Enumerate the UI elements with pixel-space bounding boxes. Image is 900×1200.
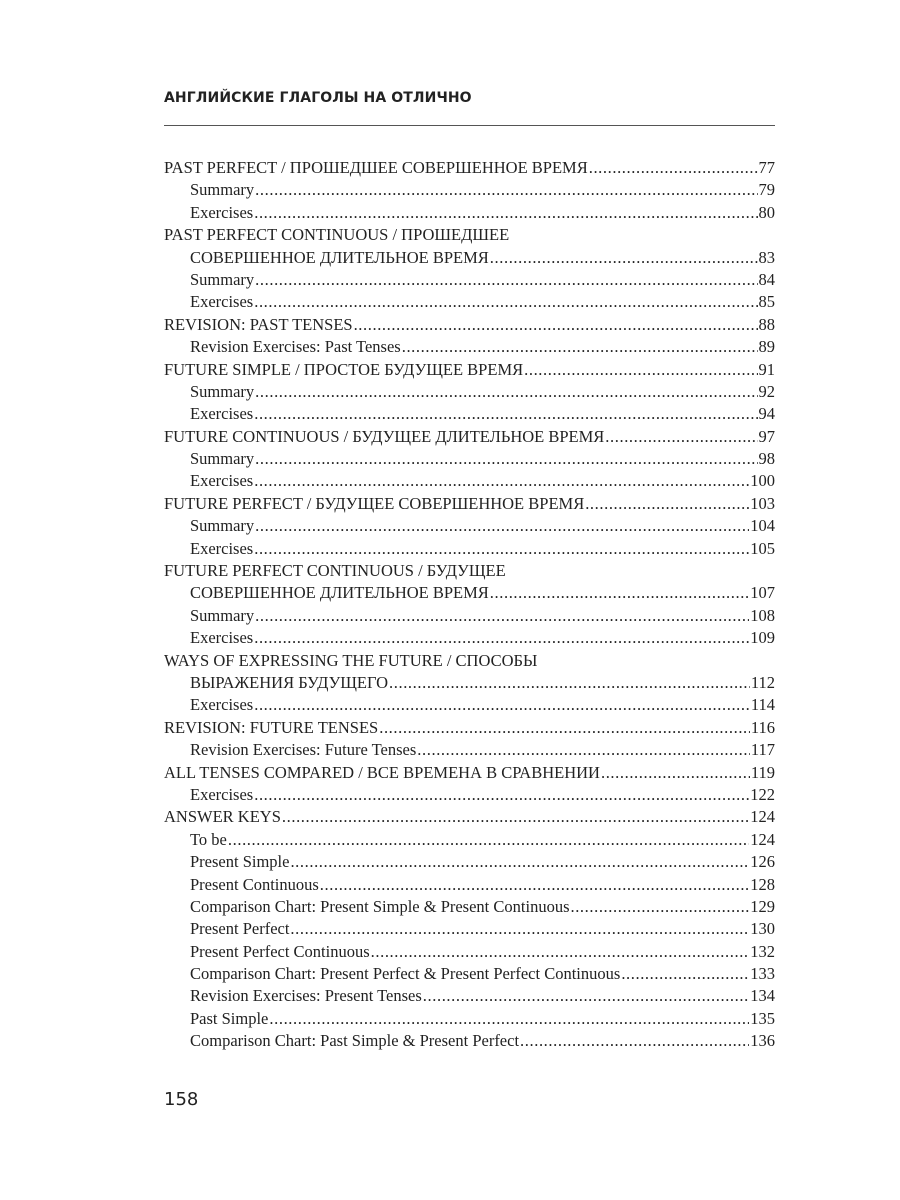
toc-page-number: 98 bbox=[758, 449, 775, 469]
toc-entry bbox=[164, 1030, 775, 1052]
toc-page-number: 112 bbox=[750, 672, 775, 692]
dot-leader bbox=[254, 291, 757, 313]
toc-entry bbox=[164, 582, 775, 604]
toc-entry bbox=[164, 470, 775, 492]
dot-leader bbox=[490, 247, 758, 269]
page-number: 158 bbox=[164, 1089, 199, 1110]
toc-entry bbox=[164, 784, 775, 806]
dot-leader bbox=[254, 470, 749, 492]
toc-entry-title: FUTURE CONTINUOUS / БУДУЩЕЕ ДЛИТЕЛЬНОЕ ВРЕМЯ bbox=[164, 426, 605, 446]
toc-page-number: 107 bbox=[750, 583, 775, 603]
toc-entry-title: Past Simple bbox=[190, 1008, 269, 1028]
toc-page-number: 122 bbox=[750, 784, 775, 804]
toc-entry-title: PAST PERFECT / ПРОШЕДШЕЕ СОВЕРШЕННОЕ ВРЕМЯ bbox=[164, 158, 588, 177]
toc-page-number: 105 bbox=[750, 538, 775, 558]
dot-leader bbox=[255, 381, 757, 403]
dot-leader bbox=[282, 806, 749, 828]
dot-leader bbox=[254, 627, 749, 649]
dot-leader bbox=[320, 874, 749, 896]
toc-entry bbox=[164, 448, 775, 470]
toc-entry-title: Summary bbox=[190, 605, 255, 625]
toc-page-number: 104 bbox=[750, 516, 775, 536]
toc-entry bbox=[164, 426, 775, 448]
toc-page-number: 117 bbox=[750, 740, 775, 760]
toc-entry-title: Exercises bbox=[190, 404, 254, 424]
toc-page-number: 100 bbox=[750, 471, 775, 491]
toc-entry bbox=[164, 157, 775, 179]
toc-entry-title: REVISION: FUTURE TENSES bbox=[164, 717, 379, 737]
dot-leader bbox=[255, 448, 757, 470]
dot-leader bbox=[371, 941, 750, 963]
toc-page-number: 124 bbox=[750, 807, 775, 827]
toc-entry bbox=[164, 291, 775, 313]
toc-page-number: 80 bbox=[758, 202, 775, 222]
toc-entry bbox=[164, 247, 775, 269]
dot-leader bbox=[621, 963, 749, 985]
toc-entry-title: Exercises bbox=[190, 292, 254, 312]
dot-leader bbox=[601, 762, 750, 784]
toc-entry bbox=[164, 963, 775, 985]
toc-page-number: 83 bbox=[758, 247, 775, 267]
toc-entry-title: Summary bbox=[190, 269, 255, 289]
toc-page-number: 91 bbox=[758, 359, 775, 379]
dot-leader bbox=[490, 582, 749, 604]
header-rule bbox=[164, 125, 775, 126]
toc-page-number: 126 bbox=[750, 852, 775, 872]
dot-leader bbox=[254, 538, 749, 560]
toc-entry-title: FUTURE SIMPLE / ПРОСТОЕ БУДУЩЕЕ ВРЕМЯ bbox=[164, 359, 524, 379]
toc-entry bbox=[164, 493, 775, 515]
toc-page-number: 136 bbox=[750, 1031, 775, 1051]
toc-entry-title: FUTURE PERFECT CONTINUOUS / БУДУЩЕЕ bbox=[164, 561, 506, 581]
toc-entry-title: Revision Exercises: Present Tenses bbox=[190, 986, 422, 1006]
toc-entry bbox=[164, 739, 775, 761]
toc-entry-title: Exercises bbox=[190, 628, 254, 648]
toc-entry bbox=[164, 918, 775, 940]
toc-entry bbox=[164, 224, 775, 246]
toc-entry-title: Summary bbox=[190, 516, 255, 536]
toc-entry bbox=[164, 851, 775, 873]
toc-entry-title: PAST PERFECT CONTINUOUS / ПРОШЕДШЕЕ bbox=[164, 225, 510, 245]
toc-entry bbox=[164, 985, 775, 1007]
dot-leader bbox=[254, 202, 757, 224]
toc-page-number: 85 bbox=[758, 292, 775, 312]
dot-leader bbox=[402, 336, 758, 358]
toc-entry bbox=[164, 515, 775, 537]
toc-entry bbox=[164, 650, 775, 672]
toc-entry bbox=[164, 359, 775, 381]
toc-entry bbox=[164, 179, 775, 201]
dot-leader bbox=[290, 851, 749, 873]
toc-entry bbox=[164, 672, 775, 694]
toc-entry-title: Exercises bbox=[190, 695, 254, 715]
toc-page-number: 130 bbox=[750, 919, 775, 939]
toc-entry-title: Present Continuous bbox=[190, 874, 319, 894]
toc-entry bbox=[164, 694, 775, 716]
dot-leader bbox=[255, 269, 757, 291]
toc-page-number: 88 bbox=[758, 314, 775, 334]
toc-entry-title: Revision Exercises: Future Tenses bbox=[190, 740, 417, 760]
toc-entry-title: Exercises bbox=[190, 471, 254, 491]
toc-entry bbox=[164, 941, 775, 963]
dot-leader bbox=[255, 605, 749, 627]
dot-leader bbox=[379, 717, 750, 739]
toc-page-number: 94 bbox=[758, 404, 775, 424]
toc-entry-title: REVISION: PAST TENSES bbox=[164, 314, 353, 334]
toc-page-number: 109 bbox=[750, 628, 775, 648]
toc-entry bbox=[164, 314, 775, 336]
toc-entry-title: Exercises bbox=[190, 538, 254, 558]
toc-page-number: 116 bbox=[750, 717, 775, 737]
dot-leader bbox=[589, 157, 758, 179]
dot-leader bbox=[585, 493, 749, 515]
toc-page-number: 135 bbox=[750, 1008, 775, 1028]
toc-entry bbox=[164, 1008, 775, 1030]
toc-page-number: 124 bbox=[750, 829, 775, 849]
toc-entry-title: Summary bbox=[190, 449, 255, 469]
toc-page-number: 97 bbox=[758, 426, 775, 446]
dot-leader bbox=[389, 672, 750, 694]
toc-entry-title: Comparison Chart: Present Perfect & Present Perfect Continuous bbox=[190, 964, 621, 984]
toc-entry bbox=[164, 806, 775, 828]
dot-leader bbox=[254, 694, 750, 716]
toc-entry bbox=[164, 403, 775, 425]
toc-entry bbox=[164, 381, 775, 403]
dot-leader bbox=[417, 739, 750, 761]
toc-page-number: 133 bbox=[750, 964, 775, 984]
toc-entry-title: СОВЕРШЕННОЕ ДЛИТЕЛЬНОЕ ВРЕМЯ bbox=[190, 583, 489, 603]
dot-leader bbox=[423, 985, 749, 1007]
toc-entry-title: Present Perfect Continuous bbox=[190, 941, 370, 961]
dot-leader bbox=[254, 403, 757, 425]
toc-entry-title: Comparison Chart: Present Simple & Present Continuous bbox=[190, 896, 570, 916]
toc-page-number: 89 bbox=[758, 337, 775, 357]
toc-entry-title: СОВЕРШЕННОЕ ДЛИТЕЛЬНОЕ ВРЕМЯ bbox=[190, 247, 489, 267]
toc-entry-title: To be bbox=[190, 829, 227, 849]
toc-entry-title: Present Simple bbox=[190, 852, 290, 872]
toc-entry-title: Summary bbox=[190, 381, 255, 401]
toc-entry-title: ALL TENSES COMPARED / ВСЕ ВРЕМЕНА В СРАВНЕНИИ bbox=[164, 762, 600, 782]
toc-page-number: 79 bbox=[758, 180, 775, 200]
toc-entry bbox=[164, 336, 775, 358]
dot-leader bbox=[254, 784, 749, 806]
toc-entry-title: WAYS OF EXPRESSING THE FUTURE / СПОСОБЫ bbox=[164, 650, 538, 670]
toc-page-number: 84 bbox=[758, 269, 775, 289]
toc-page-number: 108 bbox=[750, 605, 775, 625]
toc-entry bbox=[164, 560, 775, 582]
dot-leader bbox=[228, 829, 749, 851]
toc-entry bbox=[164, 202, 775, 224]
toc-page-number: 132 bbox=[750, 941, 775, 961]
dot-leader bbox=[524, 359, 757, 381]
running-title: АНГЛИЙСКИЕ ГЛАГОЛЫ НА ОТЛИЧНО bbox=[164, 90, 472, 106]
toc-page-number: 114 bbox=[750, 695, 775, 715]
toc-entry-title: Exercises bbox=[190, 784, 254, 804]
toc-page-number: 129 bbox=[750, 896, 775, 916]
toc-entry-title: Exercises bbox=[190, 202, 254, 222]
toc-entry-title: Revision Exercises: Past Tenses bbox=[190, 337, 401, 357]
toc-entry-title: ANSWER KEYS bbox=[164, 807, 281, 827]
dot-leader bbox=[520, 1030, 749, 1052]
toc-entry-title: FUTURE PERFECT / БУДУЩЕЕ СОВЕРШЕННОЕ ВРЕМЯ bbox=[164, 493, 585, 513]
toc-entry bbox=[164, 762, 775, 784]
toc-entry bbox=[164, 627, 775, 649]
toc-page-number: 128 bbox=[750, 874, 775, 894]
toc-entry bbox=[164, 717, 775, 739]
toc-page-number: 134 bbox=[750, 986, 775, 1006]
dot-leader bbox=[605, 426, 757, 448]
toc-entry bbox=[164, 829, 775, 851]
toc-page-number: 77 bbox=[758, 158, 775, 177]
toc-entry-title: Summary bbox=[190, 180, 255, 200]
toc-entry-title: Present Perfect bbox=[190, 919, 290, 939]
toc-entry-title: ВЫРАЖЕНИЯ БУДУЩЕГО bbox=[190, 672, 389, 692]
toc-page-number: 119 bbox=[750, 762, 775, 782]
dot-leader bbox=[269, 1008, 749, 1030]
dot-leader bbox=[255, 179, 757, 201]
toc-entry bbox=[164, 538, 775, 560]
dot-leader bbox=[354, 314, 758, 336]
toc-page-number: 92 bbox=[758, 381, 775, 401]
toc-entry bbox=[164, 605, 775, 627]
toc-entry bbox=[164, 896, 775, 918]
table-of-contents bbox=[164, 157, 775, 1053]
toc-page-number: 103 bbox=[750, 493, 775, 513]
toc-entry bbox=[164, 874, 775, 896]
dot-leader bbox=[290, 918, 749, 940]
toc-entry bbox=[164, 269, 775, 291]
dot-leader bbox=[255, 515, 749, 537]
dot-leader bbox=[570, 896, 749, 918]
toc-entry-title: Comparison Chart: Past Simple & Present Perfect bbox=[190, 1031, 520, 1051]
